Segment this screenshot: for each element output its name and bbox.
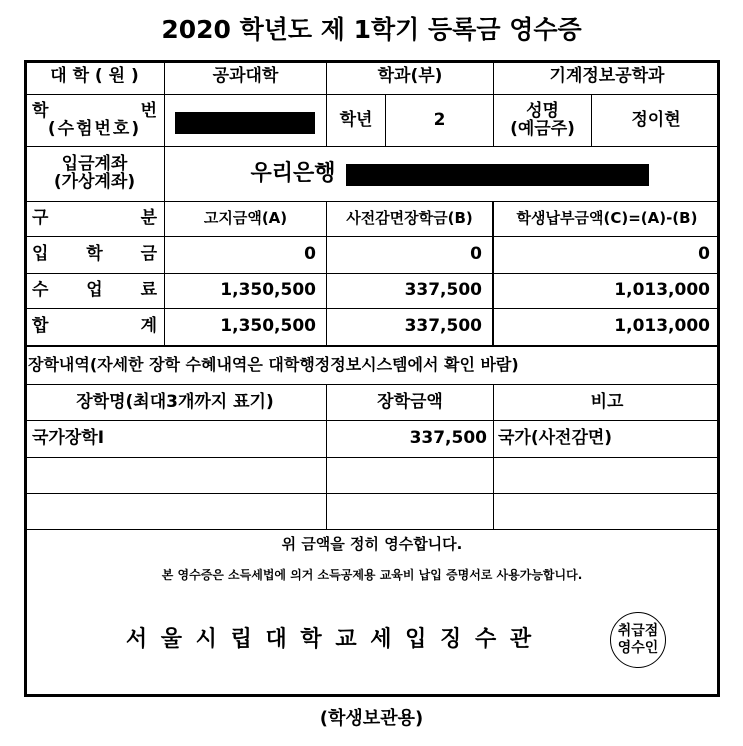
college-label: 대 학 ( 원 ) [50,66,139,87]
scholarship-amount [327,458,493,493]
fee-total-c: 1,013,000 [614,316,710,337]
scholarship-name [24,458,326,493]
scholarship-notice: 장학내역(자세한 장학 수혜내역은 대학행정정보시스템에서 확인 바람) [28,355,519,375]
fee-value-b: 0 [470,244,482,265]
fee-total-a: 1,350,500 [220,316,316,337]
account-bank: 우리은행 [250,161,336,187]
receipt-stamp: 취급점 영수인 [610,612,666,668]
scholarship-amount [327,494,493,529]
fee-value-a: 0 [304,244,316,265]
dept-label: 학과(부) [377,66,443,87]
name-value: 정이현 [631,109,681,130]
fee-value-c: 0 [698,244,710,265]
fees-col-c: 학생납부금액(C)=(A)-(B) [516,209,698,228]
fees-col-b: 사전감면장학금(B) [346,209,473,228]
legal-note: 본 영수증은 소득세법에 의거 소득공제용 교육비 납입 증명서로 사용가능합니다. [161,567,583,582]
grade-value: 2 [433,109,446,130]
fees-col-a: 고지금액(A) [203,209,288,228]
scholarship-name: 국가장학Ⅰ [32,428,105,449]
fee-value-b: 337,500 [404,280,482,301]
scholarship-amount: 337,500 [409,428,487,449]
fees-category-header: 구 분 [32,208,157,229]
fee-value-c: 1,013,000 [614,280,710,301]
confirm-text: 위 금액을 정히 영수합니다. [281,535,463,554]
student-no-redaction [175,112,315,134]
fee-row-label: 수 업 료 [32,280,157,301]
fee-total-label: 합 계 [32,316,157,337]
name-label: 성명 (예금주) [510,100,575,139]
scholarship-col-note: 비고 [590,391,624,412]
scholarship-note: 국가(사전감면) [498,428,613,449]
issuer-name: 서 울 시 립 대 학 교 세 입 징 수 관 [125,627,535,653]
student-no-label: 학 번 (수험번호) [32,100,157,139]
fee-row-label: 입 학 금 [32,244,157,265]
scholarship-note [494,494,720,529]
scholarship-note [494,458,720,493]
account-label: 입금계좌 (가상계좌) [53,154,136,192]
grade-label: 학년 [339,109,373,130]
scholarship-col-amount: 장학금액 [377,391,443,412]
scholarship-name [24,494,326,529]
copy-label: (학생보관용) [319,708,424,729]
dept-value: 기계정보공학과 [549,66,665,87]
college-value: 공과대학 [212,66,279,87]
account-redaction [346,164,649,186]
receipt-title: 2020 학년도 제 1학기 등록금 영수증 [161,15,582,44]
fee-total-b: 337,500 [404,316,482,337]
scholarship-col-name: 장학명(최대3개까지 표기) [76,391,274,412]
fee-value-a: 1,350,500 [220,280,316,301]
